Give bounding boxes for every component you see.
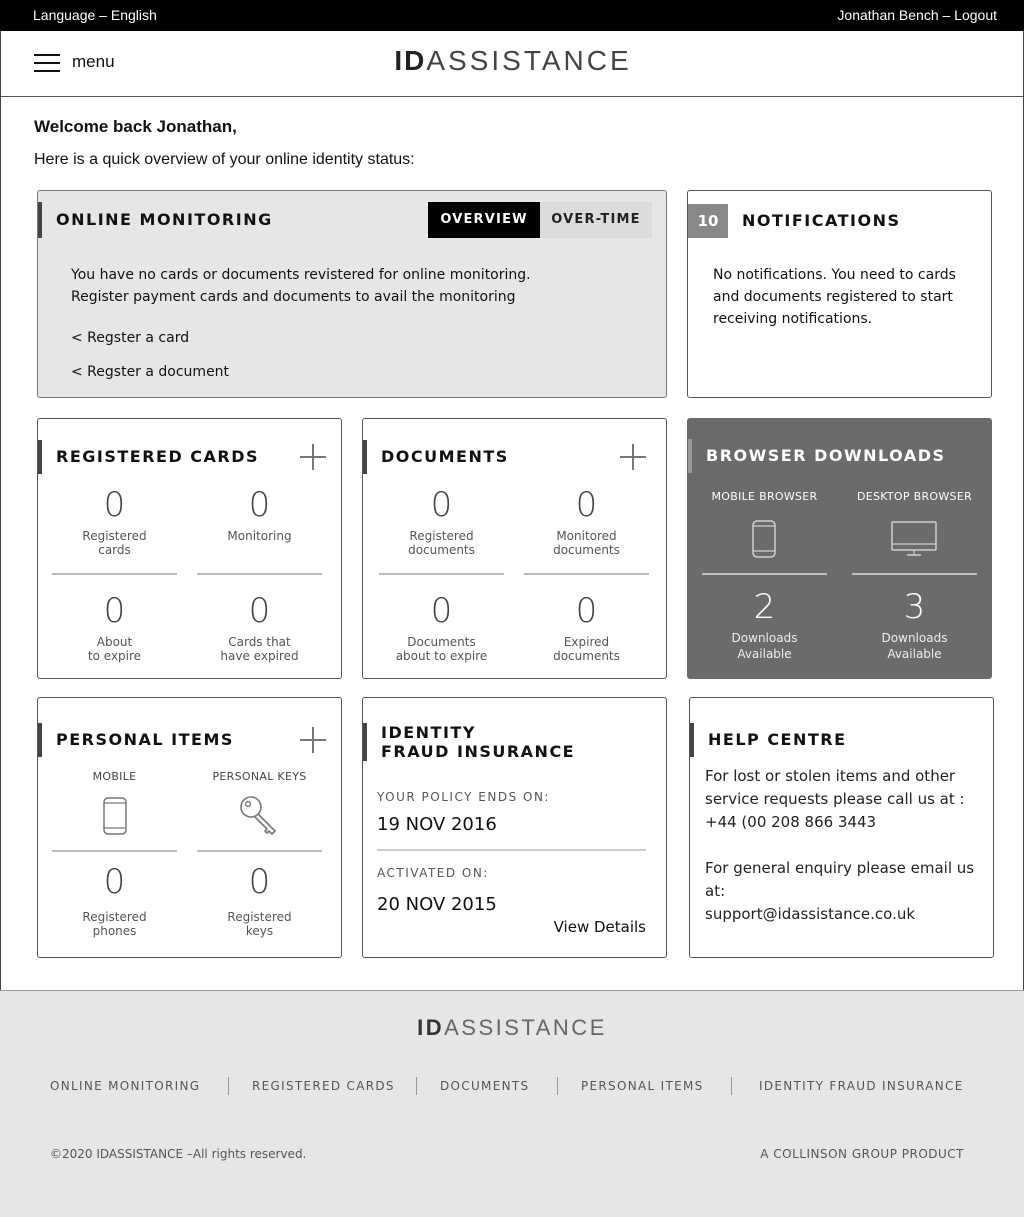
online-monitoring-title: ONLINE MONITORING bbox=[38, 202, 273, 238]
personal-items-card bbox=[37, 697, 342, 958]
dashboard bbox=[0, 97, 1024, 990]
divider bbox=[702, 573, 827, 575]
tab-overview[interactable]: OVERVIEW bbox=[428, 202, 540, 238]
online-monitoring-card bbox=[37, 190, 667, 398]
register-document-link[interactable]: < Regster a document bbox=[71, 364, 230, 380]
stat-monitored-documents: 0 Monitored documents bbox=[553, 485, 620, 557]
notifications-message: No notifications. You need to cards and documents registered to start receiving notifications. bbox=[713, 267, 956, 327]
language-selector[interactable]: Language – English bbox=[33, 7, 157, 23]
tab-over-time[interactable]: OVER-TIME bbox=[551, 212, 641, 227]
header bbox=[0, 31, 1024, 97]
stat-documents-about-to-expire: 0 Documents about to expire bbox=[395, 591, 488, 663]
divider bbox=[852, 573, 977, 575]
stat-cards-expired: 0 Cards that have expired bbox=[220, 591, 299, 663]
monitoring-message: You have no cards or documents revistered for online monitoring. Register payment cards and documents to avail the monitoring bbox=[71, 267, 531, 305]
footer-link-registered-cards[interactable]: REGISTERED CARDS bbox=[252, 1079, 395, 1093]
divider bbox=[524, 573, 649, 575]
footer-separator bbox=[731, 1077, 732, 1095]
footer-link-personal-items[interactable]: PERSONAL ITEMS bbox=[581, 1079, 704, 1093]
browser-downloads-title: BROWSER DOWNLOADS bbox=[688, 439, 946, 473]
identity-fraud-insurance-card bbox=[362, 697, 667, 958]
help-centre-text: For lost or stolen items and other service requests please call us at : +44 (00 208 866 3443 For general enquiry please email us at: support@idassistance.co.uk bbox=[705, 765, 993, 926]
documents-card bbox=[362, 418, 667, 679]
stat-registered-phones: 0 Registered phones bbox=[82, 862, 147, 938]
footer-separator bbox=[416, 1077, 417, 1095]
stat-registered-documents: 0 Registered documents bbox=[408, 485, 475, 557]
copyright-text: ©2020 IDASSISTANCE –All rights reserved. bbox=[50, 1147, 307, 1161]
policy-end-date: 19 NOV 2016 bbox=[377, 814, 497, 835]
notifications-card bbox=[687, 190, 992, 398]
browser-downloads-card bbox=[687, 418, 992, 679]
divider bbox=[52, 573, 177, 575]
help-centre-card bbox=[689, 697, 994, 958]
divider bbox=[52, 850, 177, 852]
insurance-title: IDENTITY FRAUD INSURANCE bbox=[363, 723, 575, 761]
desktop-monitor-icon bbox=[891, 521, 937, 561]
view-toggle bbox=[428, 202, 652, 238]
add-document-icon[interactable] bbox=[620, 444, 646, 470]
view-details-link[interactable]: View Details bbox=[553, 918, 646, 936]
footer-link-documents[interactable]: DOCUMENTS bbox=[440, 1079, 530, 1093]
stat-registered-keys: 0 Registered keys bbox=[227, 862, 292, 938]
logo[interactable]: IDASSISTANCE bbox=[394, 45, 632, 76]
footer-separator bbox=[557, 1077, 558, 1095]
add-card-icon[interactable] bbox=[300, 444, 326, 470]
divider bbox=[197, 850, 322, 852]
mobile-label: MOBILE bbox=[92, 770, 137, 783]
help-email-link[interactable]: support@idassistance.co.uk bbox=[705, 905, 916, 923]
divider bbox=[379, 573, 504, 575]
footer-logo[interactable]: IDASSISTANCE bbox=[417, 1015, 607, 1040]
welcome-heading: Welcome back Jonathan, bbox=[34, 117, 237, 136]
mobile-phone-icon bbox=[103, 797, 127, 839]
add-personal-item-icon[interactable] bbox=[300, 727, 326, 753]
stat-registered-cards: 0 Registered cards bbox=[82, 485, 147, 557]
help-centre-title: HELP CENTRE bbox=[690, 723, 847, 757]
footer-link-identity-fraud-insurance[interactable]: IDENTITY FRAUD INSURANCE bbox=[759, 1079, 964, 1093]
divider bbox=[197, 573, 322, 575]
stat-monitoring-cards: 0 Monitoring bbox=[227, 485, 292, 543]
mobile-browser-label: MOBILE BROWSER bbox=[711, 490, 818, 503]
stat-desktop-downloads: 3 Downloads Available bbox=[881, 587, 948, 661]
top-bar bbox=[0, 0, 1024, 31]
activated-on-label: ACTIVATED ON: bbox=[377, 866, 489, 880]
menu-button[interactable]: menu bbox=[72, 52, 115, 71]
footer-separator bbox=[228, 1077, 229, 1095]
activated-date: 20 NOV 2015 bbox=[377, 894, 497, 915]
notification-count-badge: 10 bbox=[688, 204, 728, 238]
personal-items-title: PERSONAL ITEMS bbox=[38, 723, 234, 757]
key-icon bbox=[239, 795, 279, 839]
user-logout-link[interactable]: Jonathan Bench – Logout bbox=[837, 7, 997, 23]
policy-ends-label: YOUR POLICY ENDS ON: bbox=[377, 790, 550, 804]
help-phone[interactable]: +44 (00 208 866 3443 bbox=[705, 813, 877, 831]
desktop-browser-label: DESKTOP BROWSER bbox=[856, 490, 973, 503]
stat-mobile-downloads: 2 Downloads Available bbox=[731, 587, 798, 661]
notifications-title: NOTIFICATIONS bbox=[742, 211, 901, 230]
divider bbox=[377, 849, 646, 851]
personal-keys-label: PERSONAL KEYS bbox=[212, 770, 307, 783]
footer-link-online-monitoring[interactable]: ONLINE MONITORING bbox=[50, 1079, 201, 1093]
mobile-phone-icon bbox=[752, 520, 776, 562]
collinson-product-text: A COLLINSON GROUP PRODUCT bbox=[760, 1147, 964, 1161]
documents-title: DOCUMENTS bbox=[363, 440, 509, 474]
footer bbox=[0, 990, 1024, 1217]
registered-cards-title: REGISTERED CARDS bbox=[38, 440, 259, 474]
registered-cards-card bbox=[37, 418, 342, 679]
register-card-link[interactable]: < Regster a card bbox=[71, 330, 190, 346]
overview-text: Here is a quick overview of your online identity status: bbox=[34, 151, 415, 168]
stat-cards-about-to-expire: 0 About to expire bbox=[87, 591, 142, 663]
stat-expired-documents: 0 Expired documents bbox=[553, 591, 620, 663]
